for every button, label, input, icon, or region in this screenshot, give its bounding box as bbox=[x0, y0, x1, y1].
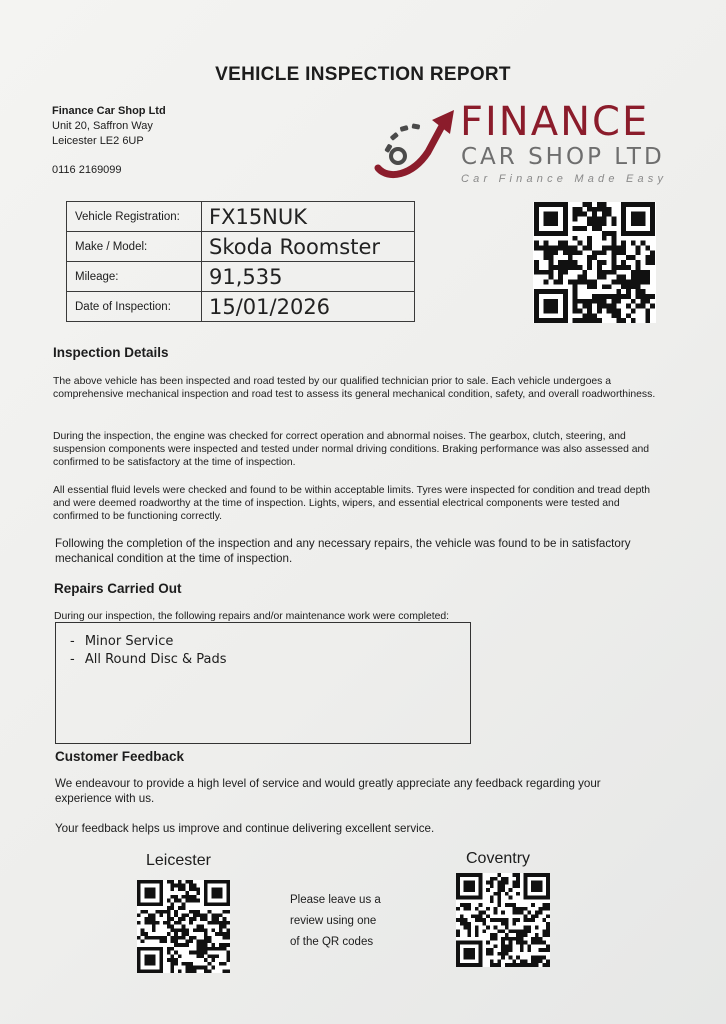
review-line-2: review using one bbox=[290, 915, 377, 927]
feedback-heading: Customer Feedback bbox=[55, 749, 185, 764]
review-line-1: Please leave us a bbox=[290, 894, 381, 906]
repairs-list bbox=[56, 623, 470, 669]
speedometer-logo-icon bbox=[370, 106, 462, 186]
list-item: - Minor Service bbox=[70, 633, 470, 651]
table-row bbox=[67, 262, 415, 292]
company-name: Finance Car Shop Ltd bbox=[52, 105, 166, 117]
coventry-label: Coventry bbox=[466, 850, 531, 867]
list-item: - All Round Disc & Pads bbox=[70, 651, 470, 669]
company-phone: 0116 2169099 bbox=[52, 164, 122, 176]
address-line-2: Leicester LE2 6UP bbox=[52, 135, 144, 147]
logo-line-1: FINANCE bbox=[460, 99, 650, 145]
mileage-label: Mileage: bbox=[67, 262, 202, 292]
feedback-paragraph-1: We endeavour to provide a high level of service and would greatly appreciate any feedback regarding your experience with us. bbox=[55, 777, 601, 805]
table-row bbox=[67, 232, 415, 262]
inspection-paragraph-4: Following the completion of the inspection and any necessary repairs, the vehicle was found to be in satisfactory mechanical condition at the time of inspection. bbox=[55, 537, 631, 565]
address-line-1: Unit 20, Saffron Way bbox=[52, 120, 153, 132]
vehicle-details-table bbox=[66, 201, 415, 322]
repairs-intro: During our inspection, the following repairs and/or maintenance work were completed: bbox=[54, 611, 450, 622]
logo-tagline: Car Finance Made Easy bbox=[461, 173, 668, 185]
vehicle-registration-label: Vehicle Registration: bbox=[67, 202, 202, 232]
company-address-block bbox=[52, 104, 166, 149]
table-row bbox=[67, 292, 415, 322]
review-instructions bbox=[290, 890, 381, 953]
leicester-label: Leicester bbox=[146, 852, 211, 869]
leicester-qr-code-icon[interactable] bbox=[137, 880, 230, 973]
inspection-date-value: 15/01/2026 bbox=[202, 292, 415, 322]
logo-line-2: CAR SHOP LTD bbox=[461, 144, 665, 170]
inspection-paragraph-3: All essential fluid levels were checked and found to be within acceptable limits. Tyres were inspected for condition and tread depth and were deemed roadworthy at the time of inspection. Lights, wipers, and essential electrical components were tested and confirmed to be functioning correctly. bbox=[53, 485, 651, 523]
inspection-paragraph-1: The above vehicle has been inspected and road tested by our qualified technician prior to sale. Each vehicle undergoes a comprehensive mechanical inspection and road test to assess its general mechanical condition, safety, and overall roadworthiness. bbox=[53, 376, 656, 401]
report-title: VEHICLE INSPECTION REPORT bbox=[215, 64, 511, 85]
review-line-3: of the QR codes bbox=[290, 936, 374, 948]
repairs-heading: Repairs Carried Out bbox=[54, 581, 182, 596]
inspection-details-heading: Inspection Details bbox=[53, 345, 169, 360]
coventry-qr-code-icon[interactable] bbox=[456, 873, 550, 967]
table-row bbox=[67, 202, 415, 232]
mileage-value: 91,535 bbox=[202, 262, 415, 292]
inspection-paragraph-2: During the inspection, the engine was checked for correct operation and abnormal noises. The gearbox, clutch, steering, and suspension components were inspected and tested under normal driving conditions. Braking performance was also assessed and confirmed to be satisfactory at the time of inspection. bbox=[53, 431, 650, 469]
qr-code-icon[interactable] bbox=[533, 202, 656, 323]
make-model-value: Skoda Roomster bbox=[202, 232, 415, 262]
vehicle-registration-value: FX15NUK bbox=[202, 202, 415, 232]
repairs-box bbox=[55, 622, 471, 744]
make-model-label: Make / Model: bbox=[67, 232, 202, 262]
feedback-paragraph-2: Your feedback helps us improve and continue delivering excellent service. bbox=[55, 822, 435, 835]
inspection-date-label: Date of Inspection: bbox=[67, 292, 202, 322]
